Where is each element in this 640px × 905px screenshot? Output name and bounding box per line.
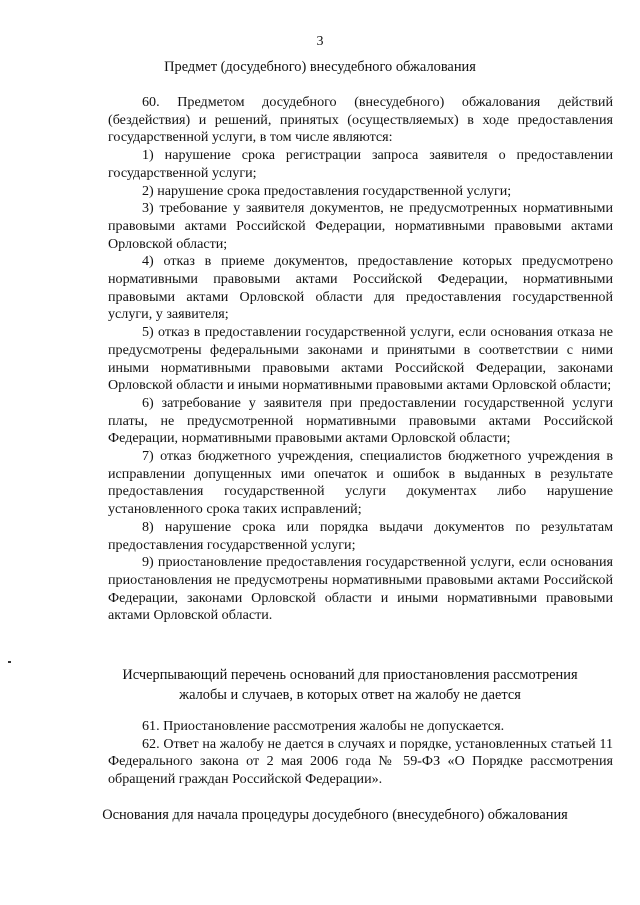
paragraph-62: 62. Ответ на жалобу не дается в случаях и порядке, установленных статьей 11 Федерального закона от 2 мая 2006 года № 59-ФЗ «О Порядке рассмотрения обращений граждан Российской Федерации». <box>108 735 613 788</box>
section-61-62-body <box>108 718 613 789</box>
paragraph-60-intro: 60. Предметом досудебного (внесудебного) обжалования действий (бездействия) и решений, принятых (осуществляемых) в ходе предоставления государственной услуги, в том числе являются: <box>108 94 613 146</box>
section-heading-appeal-subject: Предмет (досудебного) внесудебного обжалования <box>164 59 476 75</box>
list-item-1: 1) нарушение срока регистрации запроса заявителя о предоставлении государственной услуги; <box>108 147 613 181</box>
scan-artifact <box>8 661 11 663</box>
list-item-9: 9) приостановление предоставления государственной услуги, если основания приостановления не предусмотрены нормативными правовыми актами Российской Федерации, законами Орловской области и иными нормативными правовыми актами Орловской области. <box>108 554 613 624</box>
page-number: 3 <box>316 34 324 49</box>
list-item-2: 2) нарушение срока предоставления государственной услуги; <box>142 182 512 199</box>
list-item-7: 7) отказ бюджетного учреждения, специалистов бюджетного учреждения в исправлении допущенных ими опечаток и ошибок в выданных в результате предоставления государственной услуги документах либо нарушение установленного срока таких исправлений; <box>108 448 613 518</box>
list-item-8: 8) нарушение срока или порядка выдачи документов по результатам предоставления государственной услуги; <box>108 518 613 553</box>
list-item-4: 4) отказ в приеме документов, предоставление которых предусмотрено нормативными правовыми актами Российской Федерации, нормативными правовыми актами Орловской области для предоставления государственной услуги, у заявителя; <box>108 253 613 323</box>
section-heading-suspension-grounds: Исчерпывающий перечень оснований для приостановления рассмотрения жалобы и случаев, в которых ответ на жалобу не дается <box>122 667 578 703</box>
list-item-3: 3) требование у заявителя документов, не предусмотренных нормативными правовыми актами Российской Федерации, нормативными правовыми актами Орловской области; <box>108 200 613 252</box>
list-item-6: 6) затребование у заявителя при предоставлении государственной услуги платы, не предусмотренной нормативными правовыми актами Российской Федерации, нормативными правовыми актами Орловской области; <box>108 394 613 447</box>
section-60-body <box>108 94 613 625</box>
section-heading-procedure-grounds: Основания для начала процедуры досудебного (внесудебного) обжалования <box>102 807 568 823</box>
list-item-5: 5) отказ в предоставлении государственной услуги, если основания отказа не предусмотрены федеральными законами и принятыми в соответствии с ними иными нормативными правовыми актами Российской Федерации, законами Орловской области и иными нормативными правовыми актами Орловской области; <box>108 324 613 394</box>
paragraph-61: 61. Приостановление рассмотрения жалобы не допускается. <box>142 718 505 734</box>
